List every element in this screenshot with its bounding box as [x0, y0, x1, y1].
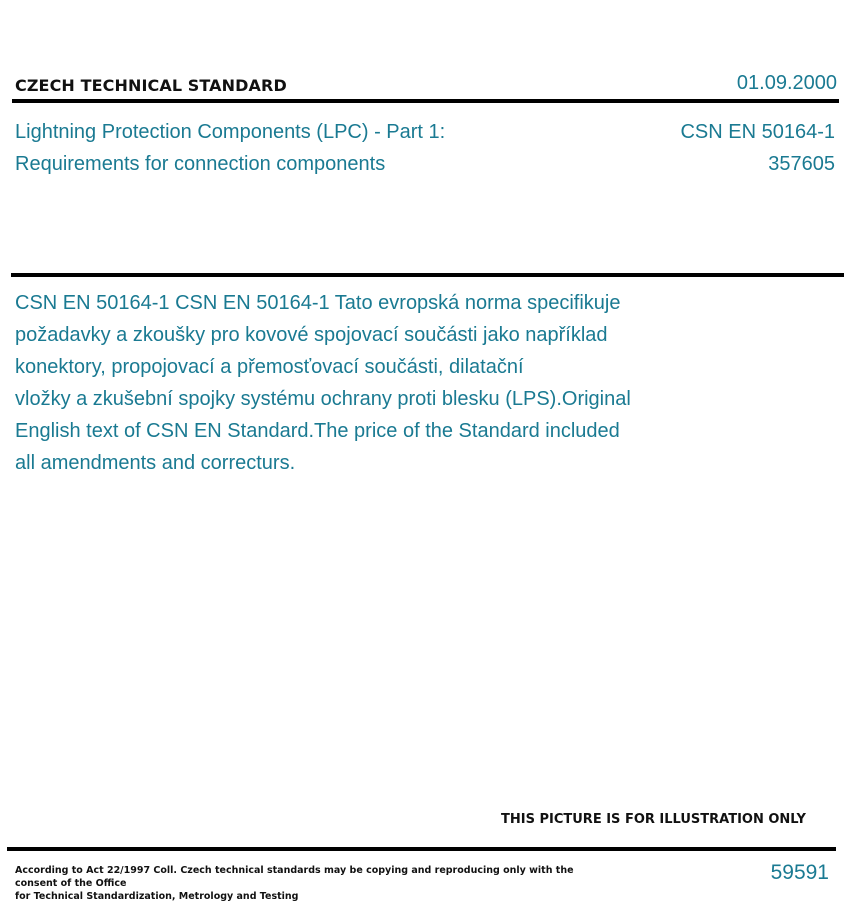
footer-number: 59591 — [770, 861, 829, 884]
top-divider — [12, 99, 839, 103]
document-type-label: CZECH TECHNICAL STANDARD — [15, 76, 287, 95]
catalog-number: 357605 — [768, 153, 835, 175]
legal-notice: According to Act 22/1997 Coll. Czech technical standards may be copying and reproducing only with the consent of the Office for Technical Standardization, Metrology and Testing — [15, 865, 574, 902]
publication-date: 01.09.2000 — [736, 72, 837, 94]
abstract-text: CSN EN 50164-1 CSN EN 50164-1 Tato evropská norma specifikuje požadavky a zkoušky pro kovové spojovací součásti jako například konektory, propojovací a přemosťovací součásti, dilatační vložky a zkušební spojky systému ochrany proti blesku (LPS).Original English text of CSN EN Standard.The price of the Standard included all amendments and correcturs. — [15, 292, 631, 474]
illustration-disclaimer: THIS PICTURE IS FOR ILLUSTRATION ONLY — [501, 812, 806, 827]
middle-divider — [11, 273, 844, 277]
bottom-divider — [7, 847, 836, 851]
standard-title: Lightning Protection Components (LPC) - Part 1: Requirements for connection components — [15, 121, 446, 175]
standard-code: CSN EN 50164-1 — [680, 121, 835, 143]
